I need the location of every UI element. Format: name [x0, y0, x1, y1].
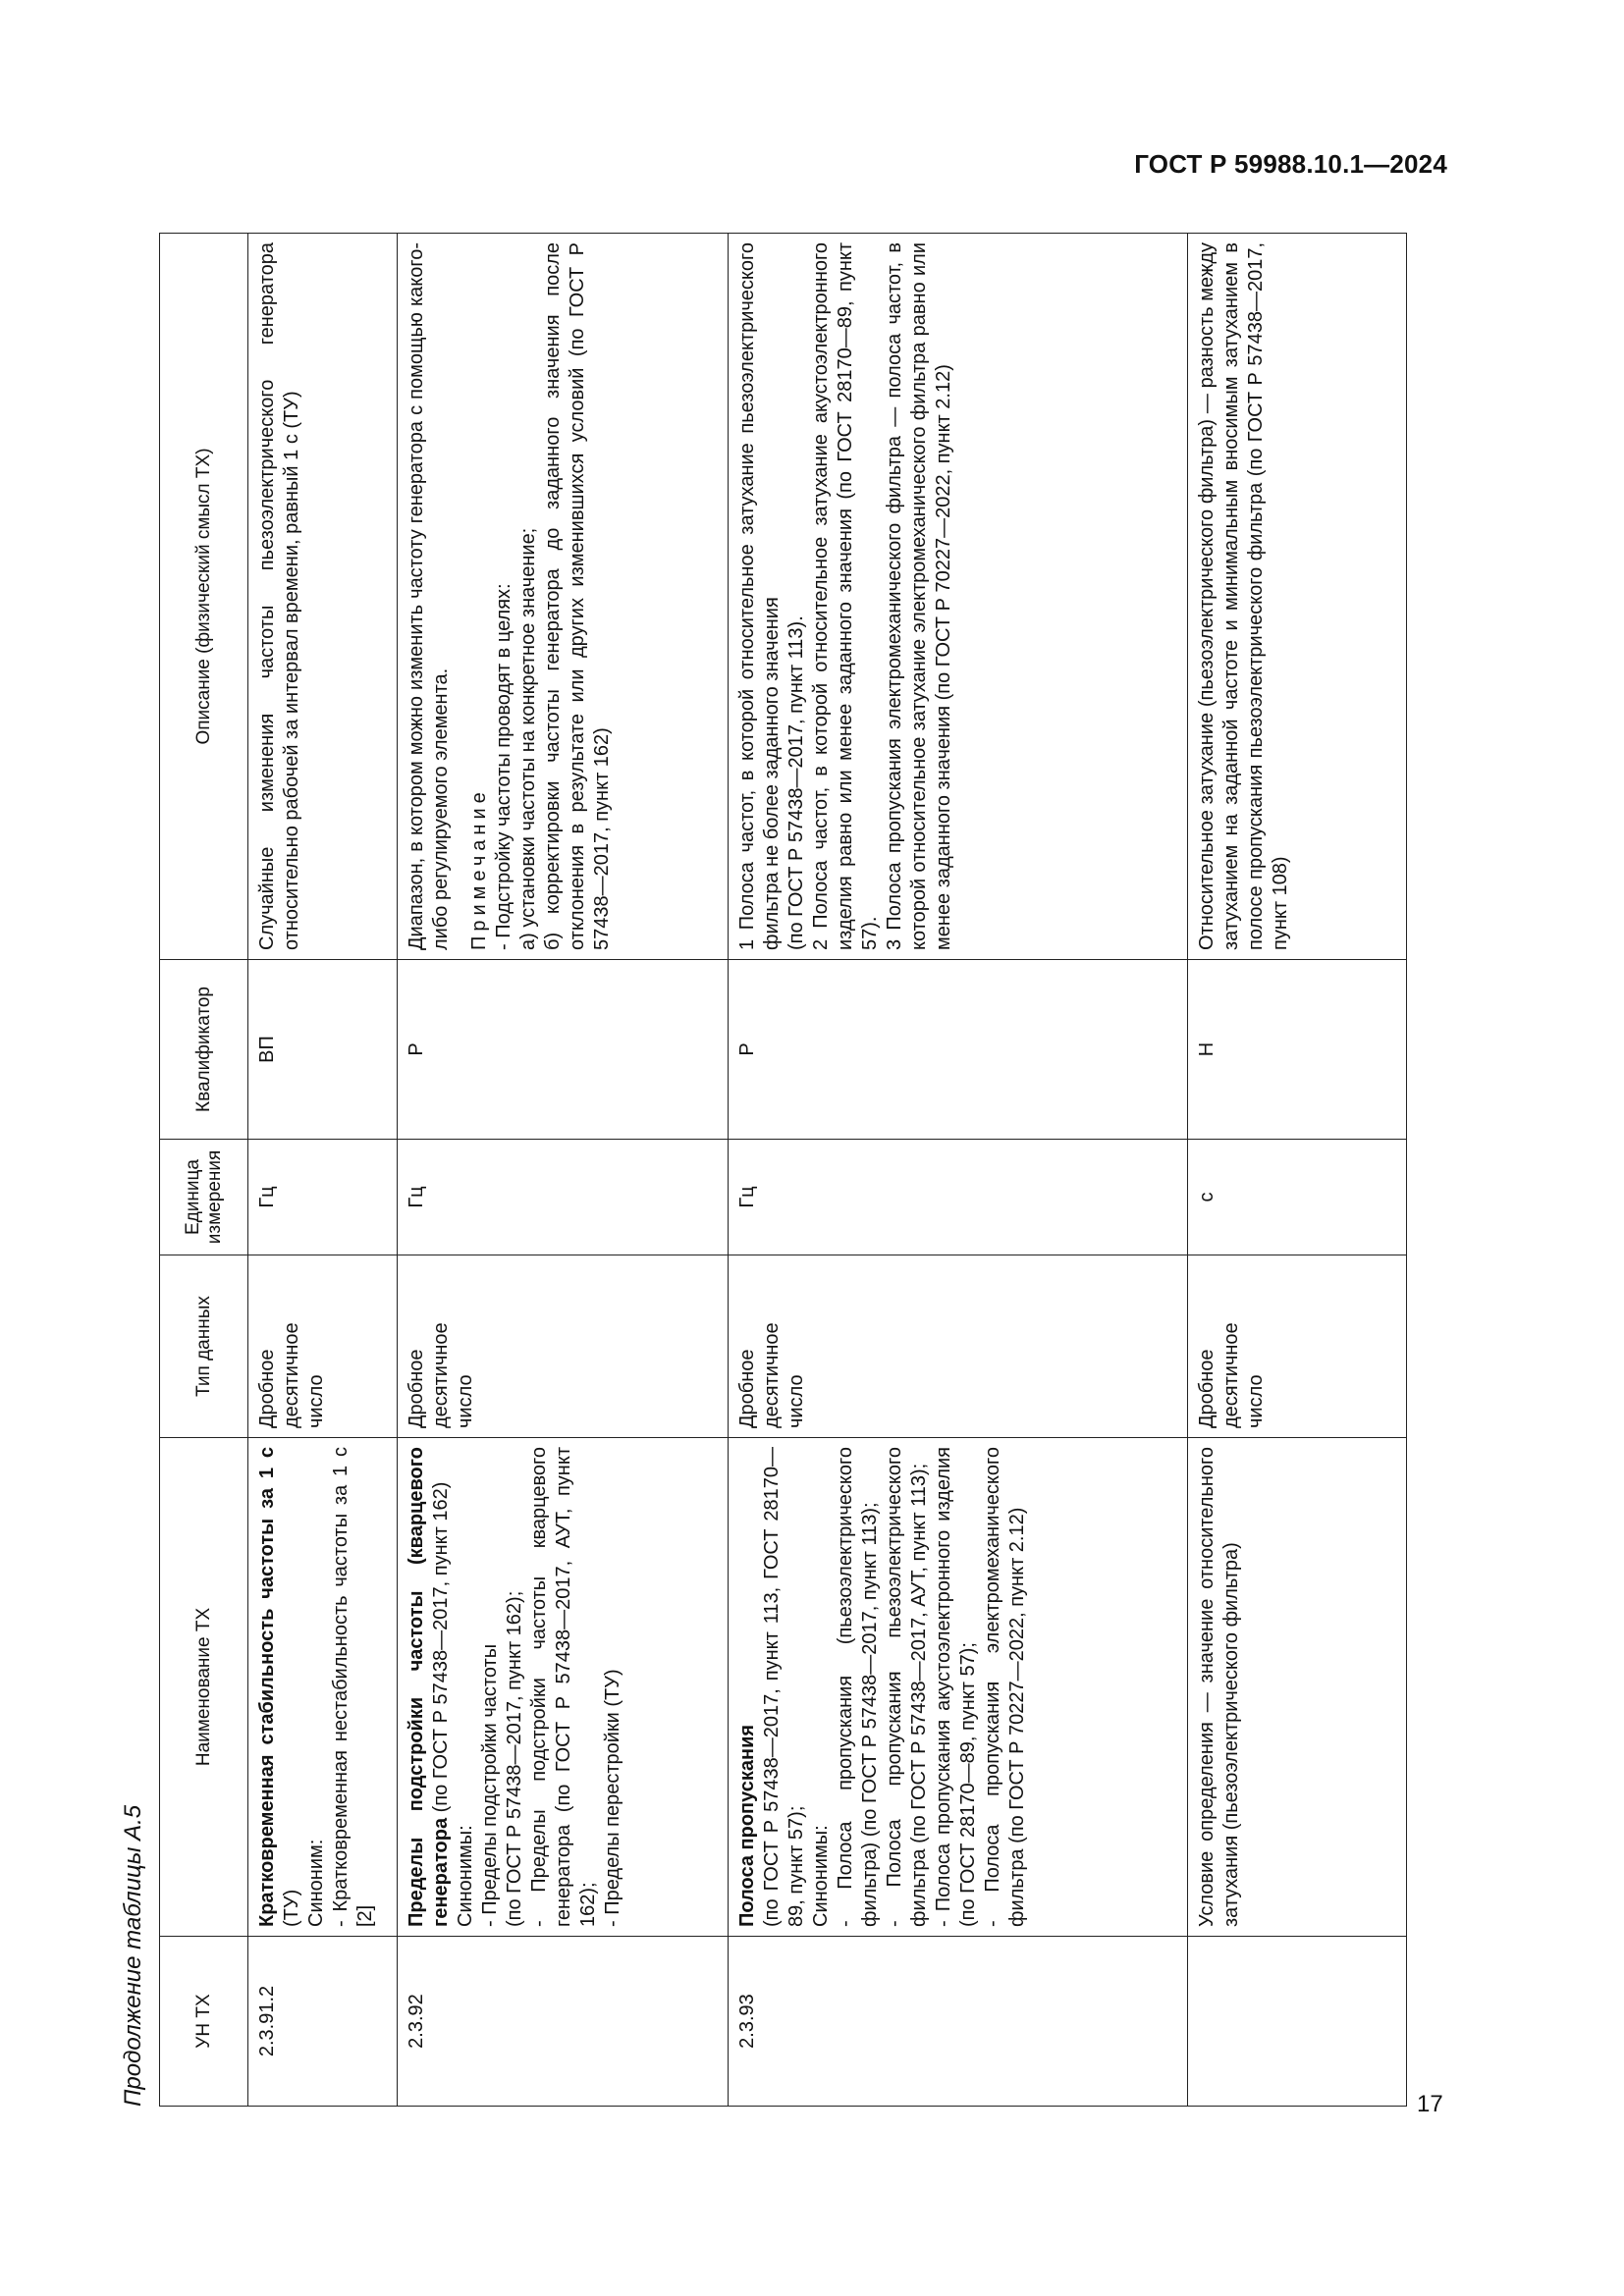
header-id: УН ТХ [160, 1937, 248, 2107]
synonym-line: - Пределы перестройки (ТУ) [602, 1669, 623, 1927]
note-line: - Подстройку частоты проводят в целях: [493, 583, 514, 950]
description-line: Случайные изменения частоты пьезоэлектрического генератора относительно рабочей за интервал времени, равный 1 с (ТУ) [256, 242, 302, 950]
cell-name [1188, 1438, 1407, 1937]
table-row [398, 234, 729, 2107]
cell-type: Дробное десятичное число [1188, 1255, 1407, 1438]
cell-qualifier: Р [398, 960, 729, 1140]
synonym-line: - Пределы подстройки частоты кварцевого генератора (по ГОСТ Р 57438—2017, АУТ, пункт 162); [528, 1447, 599, 1927]
header-description: Описание (физический смысл ТХ) [160, 234, 248, 960]
table-row [1188, 234, 1407, 2107]
synonym-line: - Полоса пропускания акустоэлектронного изделия (по ГОСТ 28170—89, пункт 57); [933, 1447, 979, 1927]
synonym-line: Синоним: [305, 1839, 327, 1927]
cell-type: Дробное десятичное число [248, 1255, 398, 1438]
cell-unit: Гц [729, 1140, 1188, 1255]
note-line: а) установки частоты на конкретное значение; [517, 527, 539, 950]
name-bold: Пределы подстройки частоты (кварцевого генератора [406, 1447, 452, 1927]
cell-unit: с [1188, 1140, 1407, 1255]
description-line: 3 Полоса пропускания электромеханического фильтра — полоса частот, в которой относительное затухание электромеханического фильтра равно или менее заданного значения (по ГОСТ Р 70227—2022, пункт 2.12) [884, 242, 954, 950]
rotated-table-block [110, 234, 1351, 2107]
table-row [248, 234, 398, 2107]
header-qualifier: Квалификатор [160, 960, 248, 1140]
cell-unit: Гц [398, 1140, 729, 1255]
description-line: Относительное затухание (пьезоэлектрического фильтра) — разность между затуханием на заданной частоте и минимальным вносимым затуханием в полосе пропускания пьезоэлектрического фильтра (по ГОСТ Р 57438—2017, пункт 108) [1196, 242, 1291, 950]
cell-qualifier: ВП [248, 960, 398, 1140]
cell-name [729, 1438, 1188, 1937]
description-line: 2 Полоса частот, в которой относительное затухание акустоэлектронного изделия равно или менее заданного значения (по ГОСТ 28170—89, пункт 57). [810, 242, 881, 950]
cell-qualifier: Р [729, 960, 1188, 1140]
cell-unit: Гц [248, 1140, 398, 1255]
cell-qualifier: Н [1188, 960, 1407, 1140]
cell-id: 2.3.93 [729, 1937, 1188, 2107]
document-code: ГОСТ Р 59988.10.1—2024 [1134, 149, 1447, 179]
synonym-line: Синонимы: [810, 1825, 832, 1927]
note-line: б) корректировки частоты генератора до заданного значения после отклонения в результате или других изменившихся условий (по ГОСТ Р 57438—2017, пункт 162) [542, 242, 613, 950]
synonym-line: (по ГОСТ Р 57438—2017, пункт 162); [504, 1590, 525, 1927]
name-bold: Кратковременная стабильность частоты за 1 с [256, 1447, 278, 1927]
cell-id [1188, 1937, 1407, 2107]
description-line: (по ГОСТ Р 57438—2017, пункт 113). [785, 615, 807, 950]
cell-description [248, 234, 398, 960]
name-rest: Условие определения — значение относительного затухания (пьезоэлектрического фильтра) [1196, 1447, 1242, 1927]
page-number: 17 [1417, 2091, 1443, 2117]
synonym-line: - Пределы подстройки частоты [479, 1643, 501, 1927]
note-title: Примечание [468, 787, 490, 950]
description-line: Диапазон, в котором можно изменить частоту генератора с помощью какого-либо регулируемого элемента. [406, 242, 452, 950]
synonym-line: - Полоса пропускания электромеханического фильтра (по ГОСТ Р 70227—2022, пункт 2.12) [982, 1447, 1028, 1927]
cell-type: Дробное десятичное число [729, 1255, 1188, 1438]
header-name: Наименование ТХ [160, 1438, 248, 1937]
characteristics-table [159, 233, 1407, 2107]
synonym-line: - Полоса пропускания (пьезоэлектрического фильтра) (по ГОСТ Р 57438—2017, пункт 113); [835, 1447, 881, 1927]
table-caption: Продолжение таблицы А.5 [120, 1804, 146, 2107]
name-bold: Полоса пропускания [736, 1724, 758, 1927]
cell-description [729, 234, 1188, 960]
synonym-line: - Полоса пропускания пьезоэлектрического фильтра (по ГОСТ Р 57438—2017, АУТ, пункт 113); [884, 1447, 930, 1927]
cell-description [398, 234, 729, 960]
description-line: 1 Полоса частот, в которой относительное затухание пьезоэлектрического фильтра не более заданного значения [736, 242, 783, 950]
table-row [729, 234, 1188, 2107]
header-type: Тип данных [160, 1255, 248, 1438]
header-unit: Единица измерения [160, 1140, 248, 1255]
name-rest: (по ГОСТ Р 57438—2017, пункт 162) [430, 1481, 452, 1818]
table-header-row [160, 234, 248, 2107]
cell-id: 2.3.91.2 [248, 1937, 398, 2107]
cell-description [1188, 234, 1407, 960]
synonym-line: - Кратковременная нестабильность частоты за 1 с [2] [330, 1447, 376, 1927]
name-rest: (ТУ) [281, 1889, 302, 1927]
synonym-line: Синонимы: [455, 1825, 476, 1927]
cell-name [398, 1438, 729, 1937]
cell-id: 2.3.92 [398, 1937, 729, 2107]
synonym-line: (по ГОСТ Р 57438—2017, пункт 113, ГОСТ 28170—89, пункт 57); [761, 1447, 807, 1927]
cell-name [248, 1438, 398, 1937]
cell-type: Дробное десятичное число [398, 1255, 729, 1438]
